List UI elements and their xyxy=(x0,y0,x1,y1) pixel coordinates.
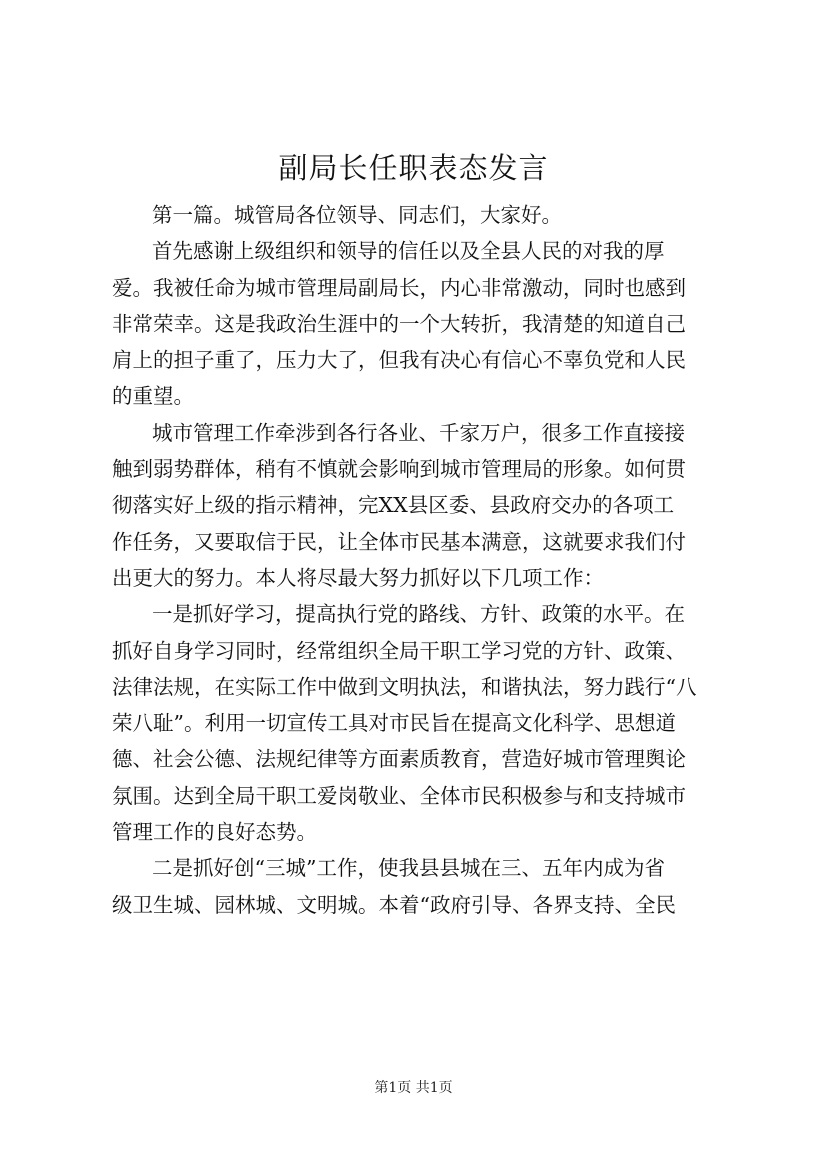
body-line: 非常荣幸。这是我政治生涯中的一个大转折，我清楚的知道自己 xyxy=(112,311,686,336)
body-line: 抓好自身学习同时，经常组织全局干职工学习党的方针、政策、 xyxy=(112,638,686,663)
body-line: 作任务，又要取信于民，让全体市民基本满意，这就要求我们付 xyxy=(112,529,686,554)
body-line: 法律法规，在实际工作中做到文明执法，和谐执法，努力践行“八 xyxy=(112,674,697,699)
body-line: 荣八耻”。利用一切宣传工具对市民旨在提高文化科学、思想道 xyxy=(112,711,676,736)
body-line: 爱。我被任命为城市管理局副局长，内心非常激动，同时也感到 xyxy=(112,275,686,300)
body-line: 出更大的努力。本人将尽最大努力抓好以下几项工作： xyxy=(112,565,604,590)
body-line: 城市管理工作牵涉到各行各业、千家万户，很多工作直接接 xyxy=(152,420,685,445)
body-line: 德、社会公德、法规纪律等方面素质教育，营造好城市管理舆论 xyxy=(112,747,686,772)
body-line: 二是抓好创“三城”工作，使我县县城在三、五年内成为省 xyxy=(152,856,665,881)
body-line: 第一篇。城管局各位领导、同志们，大家好。 xyxy=(152,203,562,227)
document-title: 副局长任职表态发言 xyxy=(278,151,549,185)
body-line: 彻落实好上级的指示精神，完XX县区委、县政府交办的各项工 xyxy=(112,493,675,518)
page-footer: 第1页 共1页 xyxy=(374,1080,453,1096)
body-line: 的重望。 xyxy=(112,384,194,409)
body-line: 氛围。达到全局干职工爱岗敬业、全体市民积极参与和支持城市 xyxy=(112,783,686,808)
body-line: 管理工作的良好态势。 xyxy=(112,820,317,845)
body-line: 级卫生城、园林城、文明城。本着“政府引导、各界支持、全民 xyxy=(112,892,676,917)
body-line: 触到弱势群体，稍有不慎就会影响到城市管理局的形象。如何贯 xyxy=(112,457,686,482)
body-line: 一是抓好学习，提高执行党的路线、方针、政策的水平。在 xyxy=(152,602,685,627)
body-line: 首先感谢上级组织和领导的信任以及全县人民的对我的厚 xyxy=(152,239,665,264)
document-body xyxy=(112,197,718,923)
body-line: 肩上的担子重了，压力大了，但我有决心有信心不辜负党和人民 xyxy=(112,348,686,373)
